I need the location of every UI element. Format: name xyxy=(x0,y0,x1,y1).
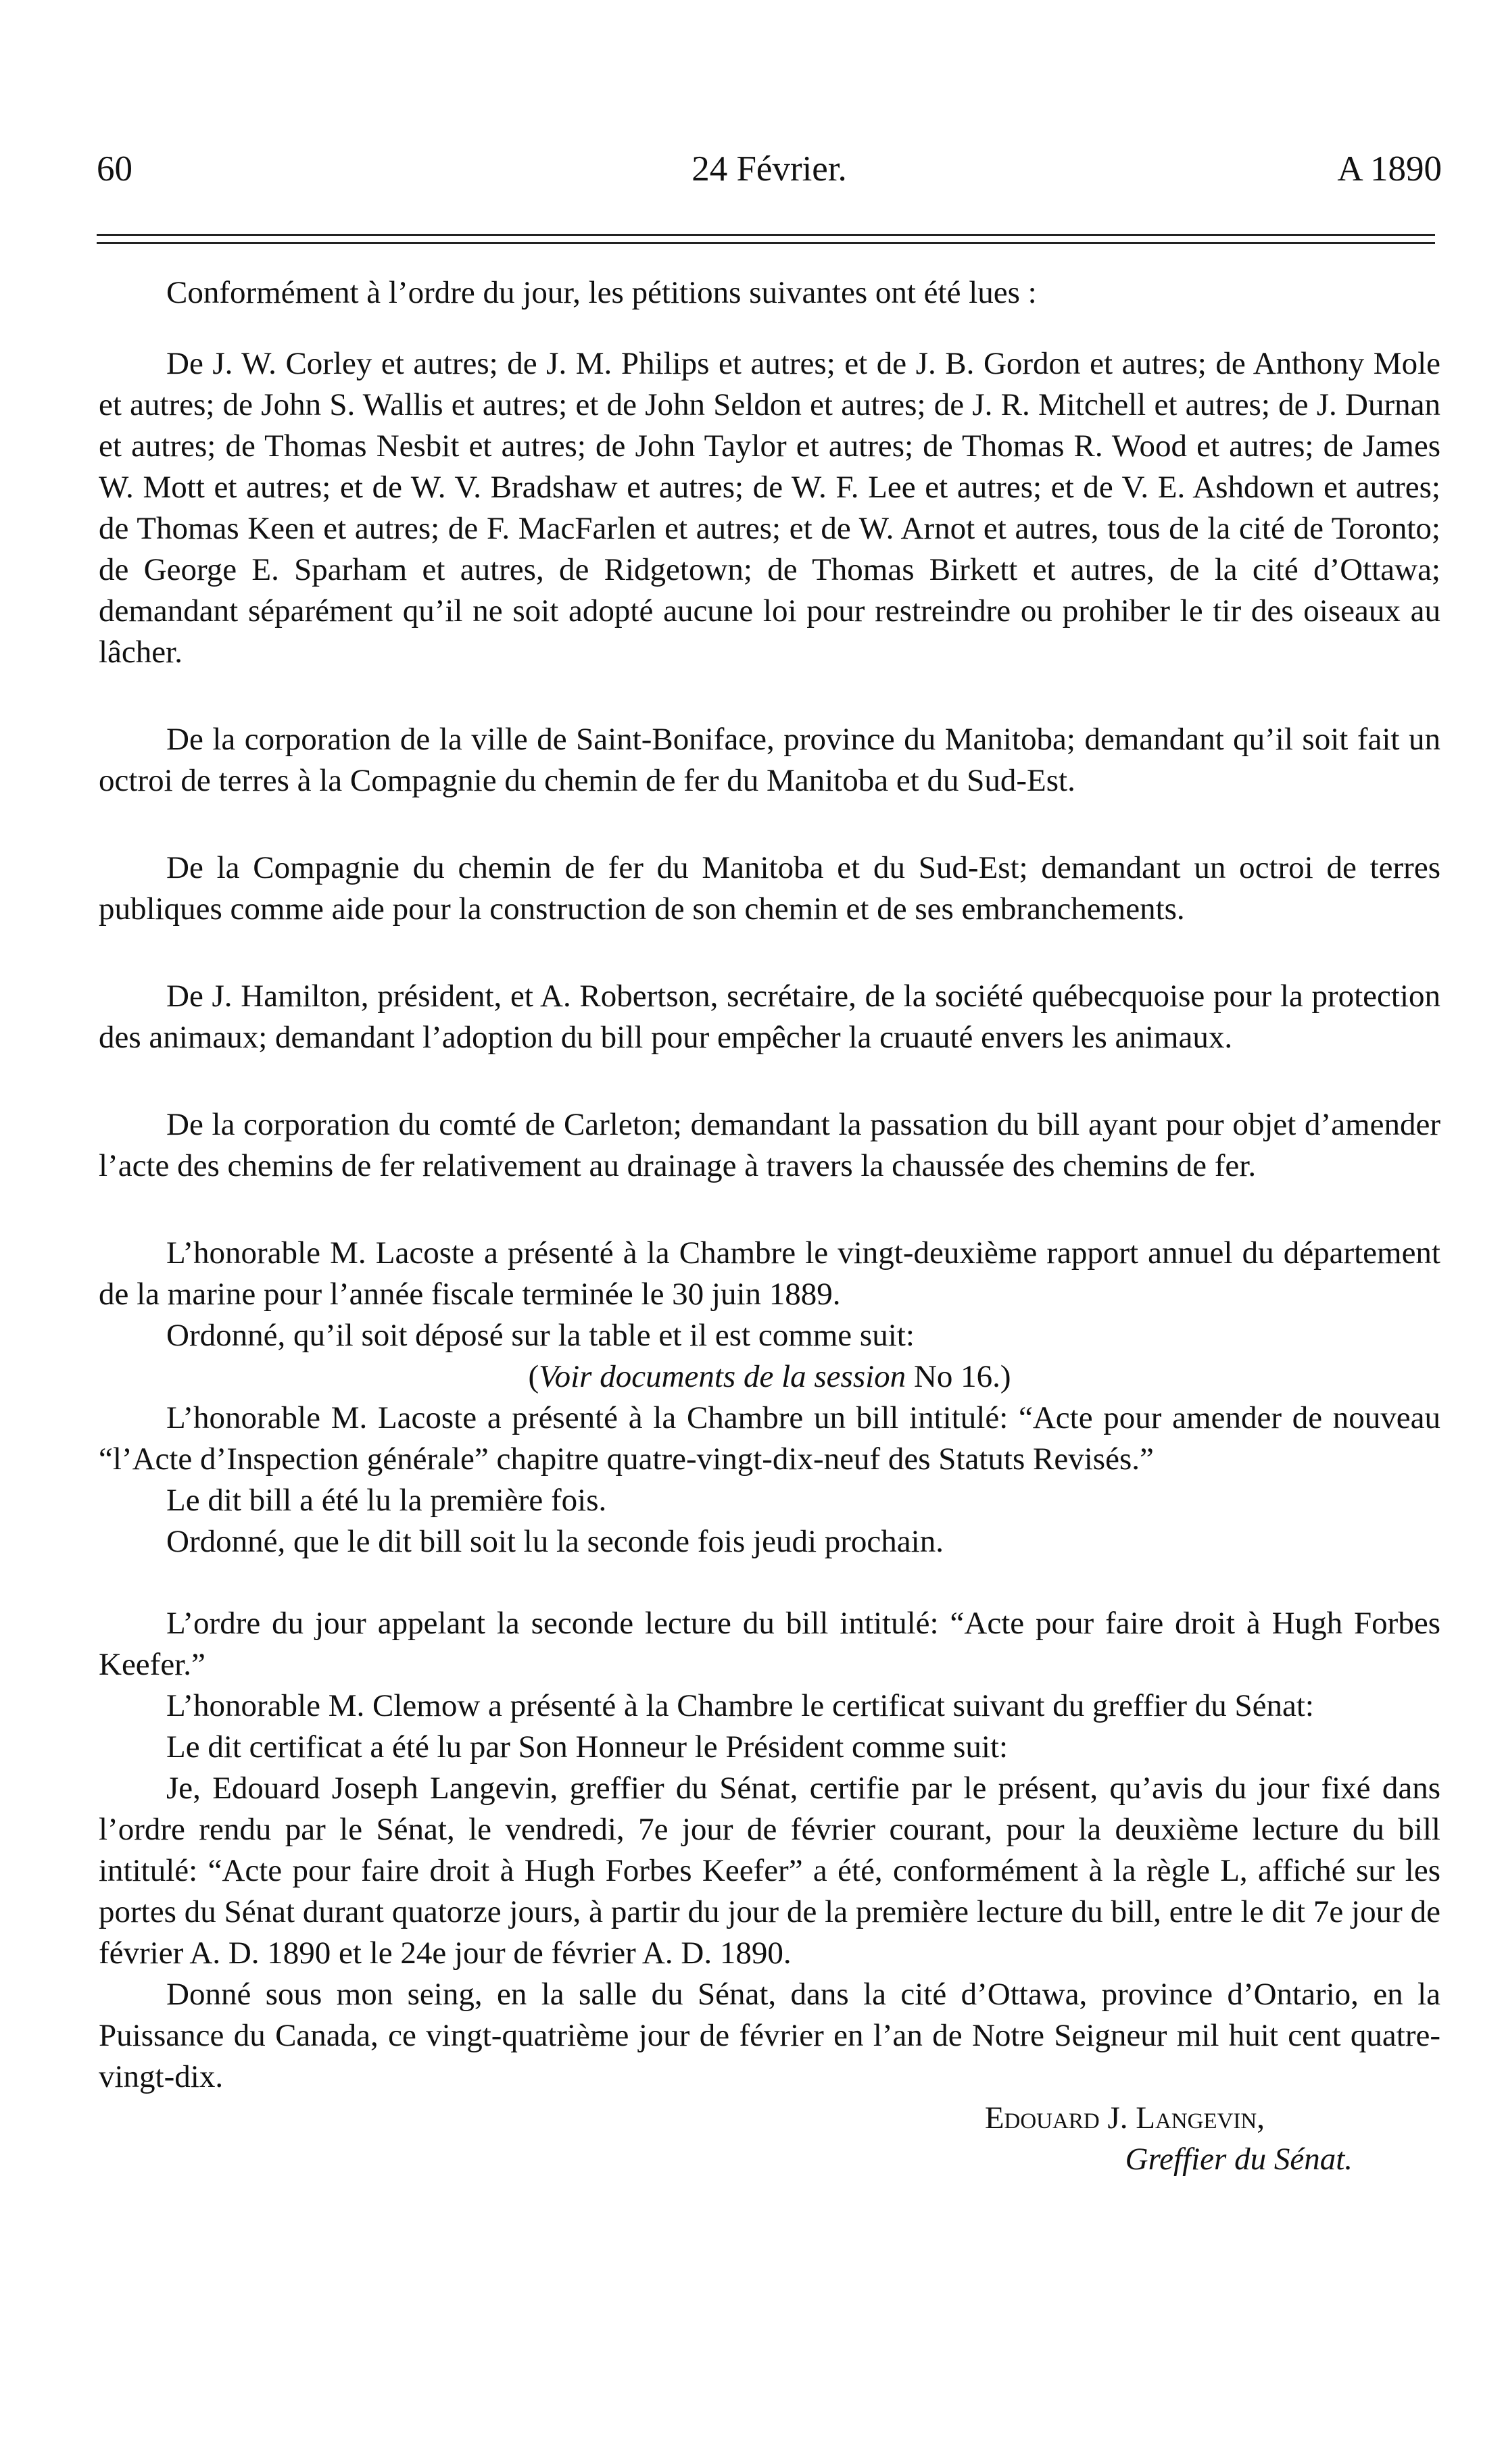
paragraph-certificate-text: Je, Edouard Joseph Langevin, greffier du Sénat, certifie par le présent, qu’avis du jour fixé dans l’ordre rendu par le Sénat, le vendredi, 7e jour de février courant, pour la deuxième lecture du bill intitulé: “Acte pour faire droit à Hugh Forbes Keefer” a été, conformément à la règle L, affiché sur les portes du Sénat durant quatorze jours, à partir du jour de la première lecture du bill, entre le dit 7e jour de février A. D. 1890 et le 24e jour de février A. D. 1890. xyxy=(99,1771,1440,1971)
document-body xyxy=(99,272,1440,2180)
paragraph-keefer-bill: L’ordre du jour appelant la seconde lecture du bill intitulé: “Acte pour faire droit à Hugh Forbes Keefer.” xyxy=(99,1606,1440,1682)
paragraph-inspection-bill: L’honorable M. Lacoste a présenté à la Chambre un bill intitulé: “Acte pour amender de nouveau “l’Acte d’Inspection générale” chapitre quatre-vingt-dix-neuf des Statuts Revisés.” xyxy=(99,1400,1440,1477)
paragraph-see-documents: (Voir documents de la session No 16.) xyxy=(528,1359,1011,1394)
paragraph-carleton: De la corporation du comté de Carleton; demandant la passation du bill ayant pour objet d’amender l’acte des chemins de fer relativement au drainage à travers la chaussée des chemins de fer. xyxy=(99,1107,1440,1183)
paragraph-second-reading-order: Ordonné, que le dit bill soit lu la seconde fois jeudi prochain. xyxy=(166,1524,944,1559)
paragraph-intro: Conformément à l’ordre du jour, les pétitions suivantes ont été lues : xyxy=(166,275,1037,310)
page-header xyxy=(97,142,1442,196)
signature-title: Greffier du Sénat. xyxy=(1125,2142,1353,2177)
paragraph-ordered-tabled: Ordonné, qu’il soit déposé sur la table et il est comme suit: xyxy=(166,1318,915,1353)
header-rule-top xyxy=(97,234,1435,236)
header-year: A 1890 xyxy=(1337,149,1442,189)
paragraph-manitoba-railway: De la Compagnie du chemin de fer du Manitoba et du Sud-Est; demandant un octroi de terres publiques comme aide pour la construction de son chemin et de ses embranchements. xyxy=(99,850,1440,927)
paragraph-clemow-certificate: L’honorable M. Clemow a présenté à la Chambre le certificat suivant du greffier du Sénat: xyxy=(166,1688,1314,1723)
paragraph-given-under-seal: Donné sous mon seing, en la salle du Sénat, dans la cité d’Ottawa, province d’Ontario, en la Puissance du Canada, ce vingt-quatrième jour de février en l’an de Notre Seigneur mil huit cent quatre-vingt-dix. xyxy=(99,1977,1440,2094)
paragraph-first-reading: Le dit bill a été lu la première fois. xyxy=(166,1483,607,1518)
page-number: 60 xyxy=(97,149,132,189)
signature-name: Edouard J. Langevin, xyxy=(984,2100,1265,2136)
paragraph-certificate-read: Le dit certificat a été lu par Son Honneur le Président comme suit: xyxy=(166,1729,1009,1765)
paragraph-petitions-toronto: De J. W. Corley et autres; de J. M. Philips et autres; et de J. B. Gordon et autres; de Anthony Mole et autres; de John S. Wallis et autres; et de John Seldon et autres; de J. R. Mitchell et autres; de J. Durnan et autres; de Thomas Nesbit et autres; de John Taylor et autres; de Thomas R. Wood et autres; de James W. Mott et autres; et de W. V. Bradshaw et autres; de W. F. Lee et autres; et de V. E. Ashdown et autres; de Thomas Keen et autres; de F. MacFarlen et autres; et de W. Arnot et autres, tous de la cité de Toronto; de George E. Sparham et autres, de Ridgetown; de Thomas Birkett et autres, de la cité d’Ottawa; demandant séparément qu’il ne soit adopté aucune loi pour restreindre ou prohiber le tir des oiseaux au lâcher. xyxy=(99,346,1440,670)
header-date: 24 Février. xyxy=(692,149,847,189)
header-rule-bottom xyxy=(97,242,1435,244)
paragraph-marine-report: L’honorable M. Lacoste a présenté à la Chambre le vingt-deuxième rapport annuel du département de la marine pour l’année fiscale terminée le 30 juin 1889. xyxy=(99,1235,1440,1312)
paragraph-animal-protection: De J. Hamilton, président, et A. Robertson, secrétaire, de la société québecquoise pour la protection des animaux; demandant l’adoption du bill pour empêcher la cruauté envers les animaux. xyxy=(99,979,1440,1055)
paragraph-saint-boniface: De la corporation de la ville de Saint-Boniface, province du Manitoba; demandant qu’il soit fait un octroi de terres à la Compagnie du chemin de fer du Manitoba et du Sud-Est. xyxy=(99,722,1440,798)
